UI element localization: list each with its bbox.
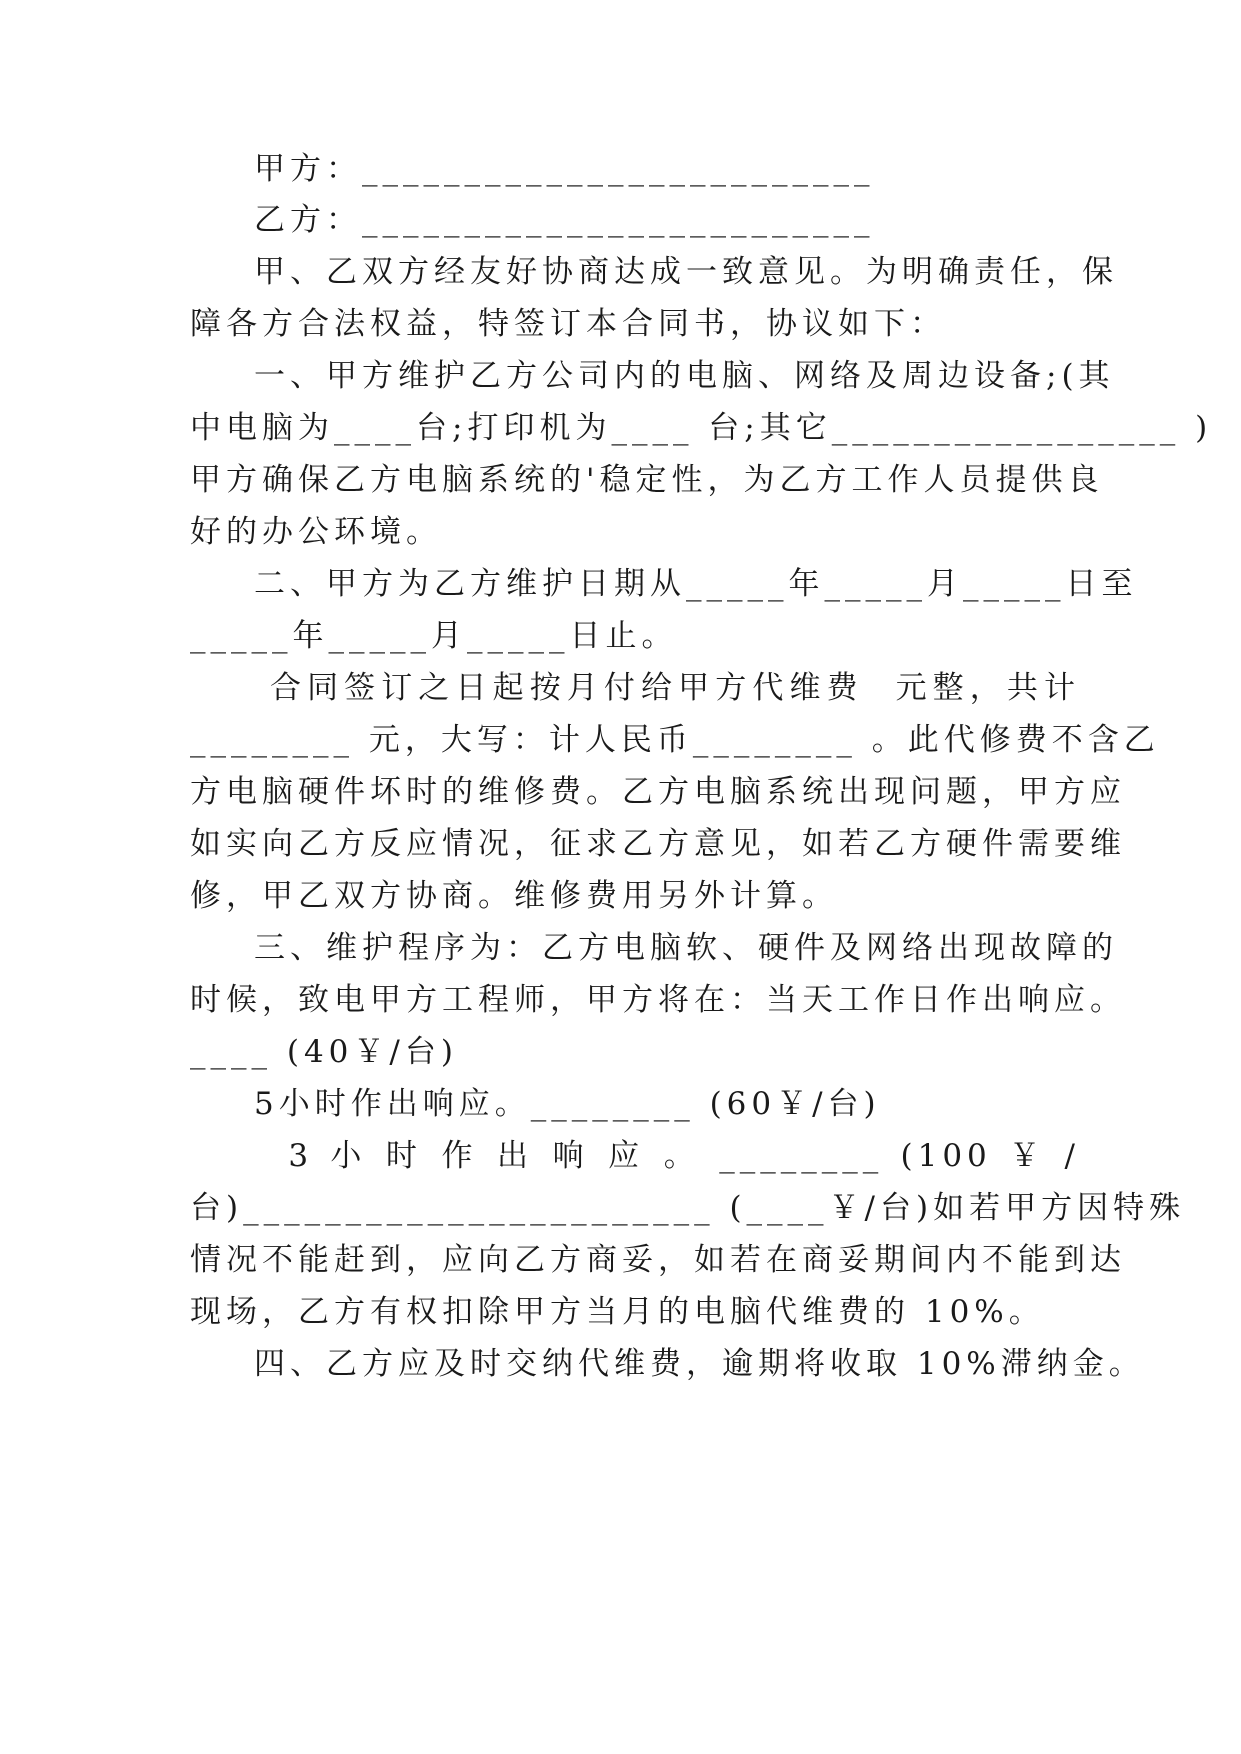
clause-2-line: _____年_____月_____日止。: [190, 618, 678, 654]
clause-3-line: 情况不能赶到，应向乙方商妥，如若在商妥期间内不能到达: [190, 1242, 1126, 1278]
party-b-line: 乙方：_________________________: [254, 202, 875, 238]
fee-paragraph-line: 修，甲乙双方协商。维修费用另外计算。: [190, 878, 838, 914]
fee-paragraph-line: ________ 元，大写：计人民币________ 。此代修费不含乙: [190, 722, 1160, 758]
clause-4-line: 四、乙方应及时交纳代维费，逾期将收取 10%滞纳金。: [254, 1346, 1145, 1382]
clause-1-line: 甲方确保乙方电脑系统的'稳定性，为乙方工作人员提供良: [190, 462, 1104, 498]
response-5h-line: 5小时作出响应。________ (60￥/台): [254, 1086, 881, 1122]
clause-3-line: 台)_______________________ (____￥/台)如若甲方因特殊: [190, 1190, 1186, 1226]
clause-3-line: ____ (40￥/台): [190, 1034, 458, 1070]
paragraph-line: 障各方合法权益，特签订本合同书，协议如下：: [190, 306, 946, 342]
clause-1-line: 中电脑为____台;打印机为____ 台;其它_________________ ): [190, 410, 1213, 446]
clause-3-line: 三、维护程序为：乙方电脑软、硬件及网络出现故障的: [254, 930, 1118, 966]
response-3h-line: 3 小 时 作 出 响 应 。 ________ (100 ￥ /: [254, 1138, 1080, 1174]
clause-2-line: 二、甲方为乙方维护日期从_____年_____月_____日至: [254, 566, 1138, 602]
clause-3-line: 现场，乙方有权扣除甲方当月的电脑代维费的 10%。: [190, 1294, 1045, 1330]
party-a-line: 甲方：_________________________: [254, 151, 875, 187]
fee-paragraph-line: 合同签订之日起按月付给甲方代维费 元整，共计: [254, 670, 1080, 706]
clause-3-line: 时候，致电甲方工程师，甲方将在：当天工作日作出响应。: [190, 982, 1126, 1018]
paragraph-line: 甲、乙双方经友好协商达成一致意见。为明确责任，保: [254, 254, 1118, 290]
clause-1-line: 一、甲方维护乙方公司内的电脑、网络及周边设备;(其: [254, 358, 1115, 394]
fee-paragraph-line: 如实向乙方反应情况，征求乙方意见，如若乙方硬件需要维: [190, 826, 1126, 862]
clause-1-line: 好的办公环境。: [190, 514, 442, 550]
fee-paragraph-line: 方电脑硬件坏时的维修费。乙方电脑系统出现问题，甲方应: [190, 774, 1126, 810]
